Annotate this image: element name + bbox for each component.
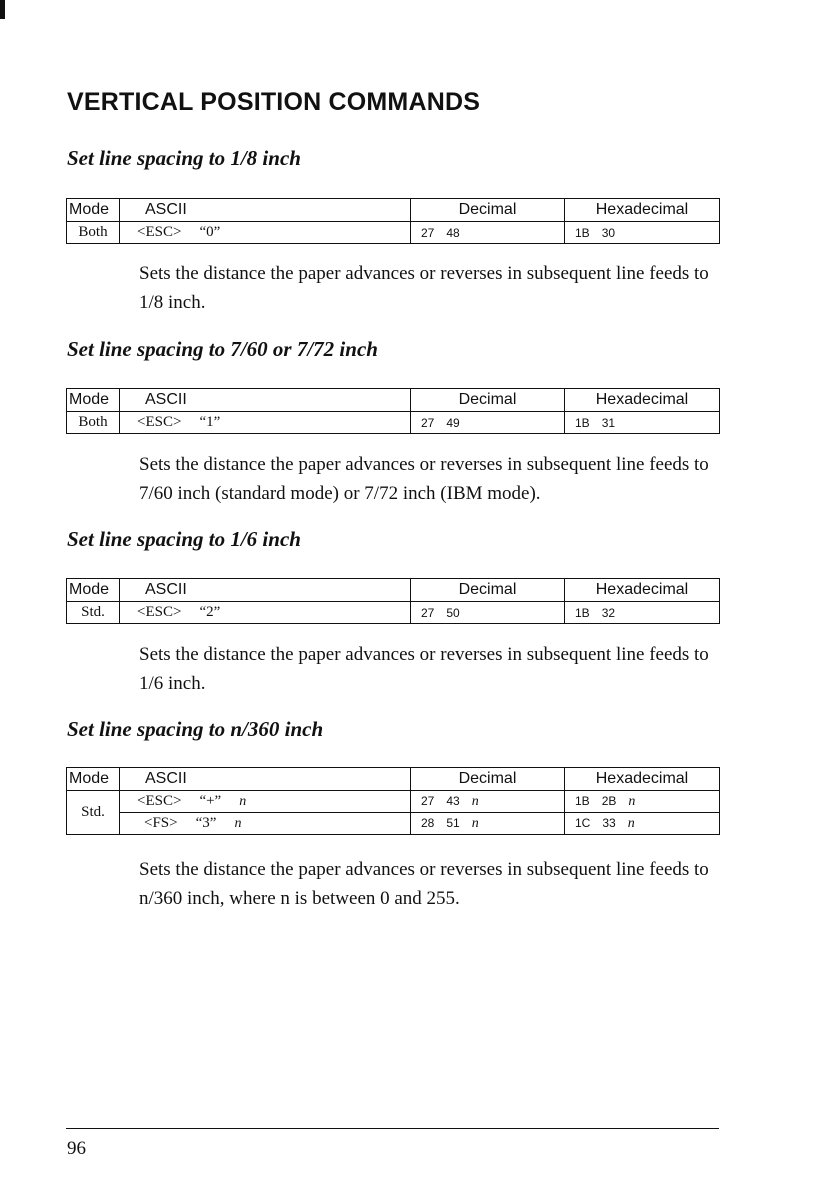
ascii-cell: <ESC> “2”	[120, 602, 411, 624]
mode-cell: Both	[67, 412, 120, 434]
hex-cell: 1B 32	[565, 602, 720, 624]
table-header-row	[67, 199, 720, 222]
header-mode: Mode	[67, 199, 120, 222]
command-description-1-6-inch: Sets the distance the paper advances or reverses in subsequent line feeds to 1/6 inch.	[139, 644, 709, 694]
header-ascii: ASCII	[120, 199, 411, 222]
table-header-row	[67, 579, 720, 602]
command-heading-1-6-inch: Set line spacing to 1/6 inch	[67, 527, 301, 551]
hex-cell: 1B 31	[565, 412, 720, 434]
page-edge-mark	[0, 0, 5, 19]
table-row	[67, 222, 720, 244]
command-heading-1-8-inch: Set line spacing to 1/8 inch	[67, 146, 301, 170]
decimal-cell: 27 49	[411, 412, 565, 434]
hex-cell: 1B 30	[565, 222, 720, 244]
command-table-7-60-inch	[66, 388, 720, 434]
mode-cell: Std.	[67, 791, 120, 835]
header-decimal: Decimal	[411, 389, 565, 412]
decimal-cell: 27 50	[411, 602, 565, 624]
header-hexadecimal: Hexadecimal	[565, 389, 720, 412]
table-row	[67, 412, 720, 434]
ascii-cell: <ESC> “0”	[120, 222, 411, 244]
header-hexadecimal: Hexadecimal	[565, 579, 720, 602]
decimal-cell: 28 51 n	[411, 813, 565, 835]
header-decimal: Decimal	[411, 768, 565, 791]
header-ascii: ASCII	[120, 768, 411, 791]
command-table-1-6-inch	[66, 578, 720, 624]
hex-cell: 1C 33 n	[565, 813, 720, 835]
header-decimal: Decimal	[411, 579, 565, 602]
header-hexadecimal: Hexadecimal	[565, 199, 720, 222]
mode-cell: Both	[67, 222, 120, 244]
ascii-cell: <ESC> “1”	[120, 412, 411, 434]
header-decimal: Decimal	[411, 199, 565, 222]
footer-rule	[66, 1128, 719, 1129]
command-heading-n-360-inch: Set line spacing to n/360 inch	[67, 717, 324, 741]
command-description-1-8-inch: Sets the distance the paper advances or reverses in subsequent line feeds to 1/8 inch.	[139, 263, 709, 313]
header-mode: Mode	[67, 768, 120, 791]
table-header-row	[67, 768, 720, 791]
command-table-n-360-inch	[66, 767, 720, 835]
hex-cell: 1B 2B n	[565, 791, 720, 813]
table-row	[67, 791, 720, 813]
decimal-cell: 27 48	[411, 222, 565, 244]
command-table-1-8-inch	[66, 198, 720, 244]
table-row	[67, 813, 720, 835]
command-description-n-360-inch: Sets the distance the paper advances or reverses in subsequent line feeds to n/360 inch, where n is between 0 and 255.	[139, 859, 709, 909]
decimal-cell: 27 43 n	[411, 791, 565, 813]
ascii-cell: <FS> “3” n	[120, 813, 411, 835]
header-mode: Mode	[67, 389, 120, 412]
command-description-7-60-inch: Sets the distance the paper advances or reverses in subsequent line feeds to 7/60 inch (standard mode) or 7/72 inch (IBM mode).	[139, 454, 709, 504]
header-hexadecimal: Hexadecimal	[565, 768, 720, 791]
table-row	[67, 602, 720, 624]
command-heading-7-60-inch: Set line spacing to 7/60 or 7/72 inch	[67, 337, 378, 361]
ascii-cell: <ESC> “+” n	[120, 791, 411, 813]
page-number: 96	[67, 1138, 86, 1159]
header-ascii: ASCII	[120, 389, 411, 412]
table-header-row	[67, 389, 720, 412]
mode-cell: Std.	[67, 602, 120, 624]
header-mode: Mode	[67, 579, 120, 602]
header-ascii: ASCII	[120, 579, 411, 602]
page-title: VERTICAL POSITION COMMANDS	[67, 88, 481, 116]
